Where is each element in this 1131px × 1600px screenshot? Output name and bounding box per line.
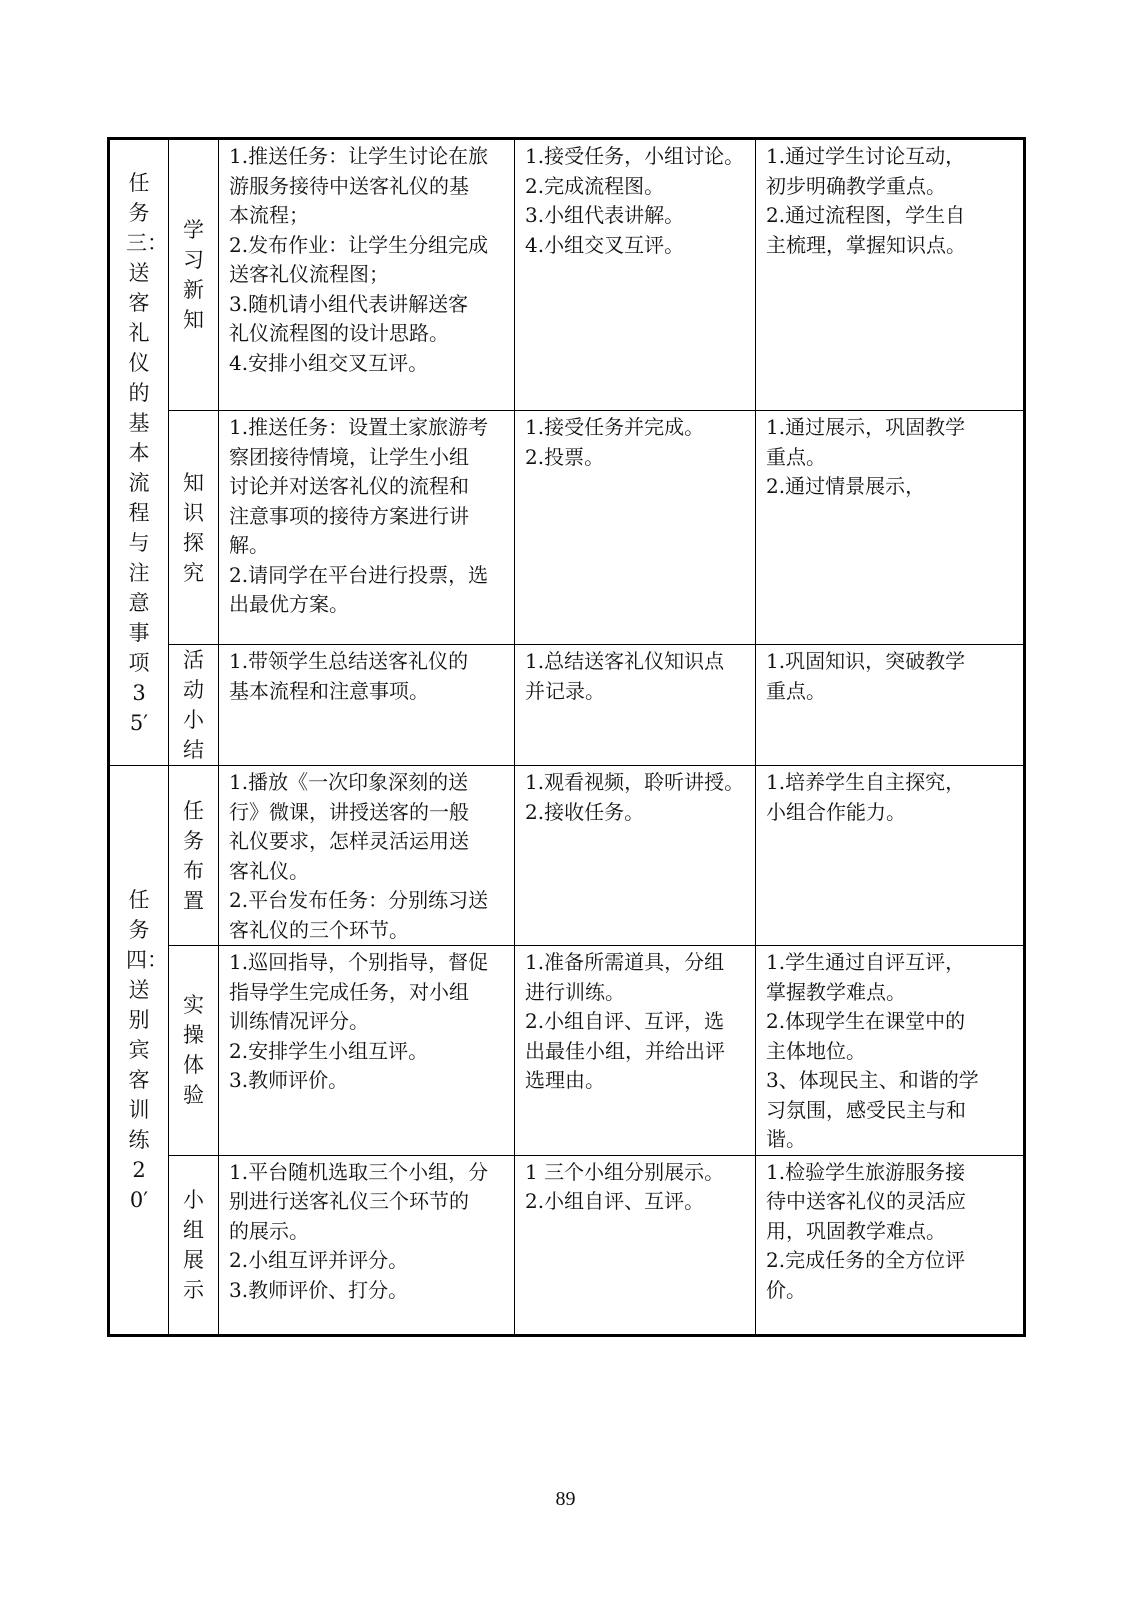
- cell-line: 1.巡回指导，个别指导，督促: [229, 950, 489, 974]
- stage-cell: [169, 645, 219, 766]
- cell-line: 客礼仪的三个环节。: [229, 917, 409, 942]
- design-intent-cell: [756, 645, 1025, 766]
- cell-line: 讨论并对送客礼仪的流程和: [229, 474, 469, 498]
- stage-label: 实操体验: [183, 993, 204, 1108]
- lesson-plan-table: [107, 137, 1026, 1337]
- stage-label: 任务布置: [183, 798, 204, 913]
- cell-line: 价。: [766, 1277, 806, 1302]
- cell-line: 的展示。: [229, 1218, 309, 1243]
- cell-line: 2.安排学生小组互评。: [229, 1038, 429, 1063]
- teacher-activity-cell: [219, 946, 515, 1156]
- design-intent-cell: [756, 1155, 1025, 1335]
- cell-line: 2.通过情景展示，: [766, 474, 926, 498]
- teacher-activity-cell: [219, 766, 515, 946]
- cell-line: 3.随机请小组代表讲解送客: [229, 291, 469, 316]
- cell-line: 小组合作能力。: [766, 799, 906, 824]
- stage-cell: [169, 139, 219, 411]
- cell-line: 1.平台随机选取三个小组，分: [229, 1159, 489, 1184]
- cell-line: 2.投票。: [525, 444, 605, 469]
- cell-line: 2.完成流程图。: [525, 173, 665, 198]
- design-intent-cell: [756, 766, 1025, 946]
- design-intent-cell: [756, 946, 1025, 1156]
- cell-line: 3、体现民主、和谐的学: [766, 1068, 979, 1092]
- cell-line: 3.教师评价、打分。: [229, 1277, 409, 1302]
- cell-line: 别进行送客礼仪三个环节的: [229, 1189, 469, 1213]
- cell-line: 1.播放《一次印象深刻的送: [229, 770, 469, 794]
- cell-line: 出最佳小组，并给出评: [525, 1038, 725, 1063]
- cell-line: 1.推送任务：设置土家旅游考: [229, 415, 489, 439]
- cell-line: 主梳理，掌握知识点。: [766, 232, 966, 257]
- cell-line: 指导学生完成任务，对小组: [229, 979, 469, 1004]
- cell-line: 2.体现学生在课堂中的: [766, 1009, 966, 1033]
- table-row: [109, 1155, 1025, 1335]
- cell-line: 2.平台发布任务：分别练习送: [229, 888, 489, 912]
- student-activity-cell: [515, 645, 756, 766]
- cell-line: 送客礼仪流程图；: [229, 262, 389, 286]
- teacher-activity-cell: [219, 411, 515, 645]
- cell-line: 1.总结送客礼仪知识点: [525, 649, 725, 673]
- cell-line: 注意事项的接待方案进行讲: [229, 503, 469, 528]
- cell-line: 客礼仪。: [229, 858, 309, 883]
- teacher-activity-cell: [219, 139, 515, 411]
- cell-line: 选理由。: [525, 1068, 605, 1092]
- cell-line: 1.巩固知识，突破教学: [766, 649, 966, 673]
- table-row: [109, 411, 1025, 645]
- teacher-activity-cell: [219, 1155, 515, 1335]
- cell-line: 掌握教学难点。: [766, 979, 906, 1004]
- stage-cell: [169, 1155, 219, 1335]
- cell-line: 1.学生通过自评互评，: [766, 950, 966, 974]
- cell-line: 谐。: [766, 1127, 806, 1151]
- cell-line: 行》微课，讲授送客的一般: [229, 799, 469, 824]
- cell-line: 2.请同学在平台进行投票，选: [229, 562, 489, 587]
- cell-line: 4.安排小组交叉互评。: [229, 350, 429, 375]
- cell-line: 1.通过展示，巩固教学: [766, 415, 966, 439]
- cell-line: 待中送客礼仪的灵活应: [766, 1189, 966, 1213]
- cell-line: 解。: [229, 533, 269, 557]
- design-intent-cell: [756, 411, 1025, 645]
- cell-line: 礼仪要求，怎样灵活运用送: [229, 829, 469, 853]
- cell-line: 主体地位。: [766, 1038, 866, 1063]
- cell-line: 初步明确教学重点。: [766, 173, 946, 198]
- cell-line: 训练情况评分。: [229, 1009, 369, 1033]
- cell-line: 3.教师评价。: [229, 1068, 349, 1092]
- cell-line: 察团接待情境，让学生小组: [229, 444, 469, 469]
- cell-line: 进行训练。: [525, 979, 625, 1004]
- cell-line: 礼仪流程图的设计思路。: [229, 321, 449, 345]
- table-row: [109, 139, 1025, 411]
- stage-cell: [169, 766, 219, 946]
- cell-line: 2.小组自评、互评。: [525, 1189, 705, 1213]
- task-label-cell: [109, 766, 169, 1336]
- cell-line: 1.准备所需道具，分组: [525, 950, 725, 974]
- stage-cell: [169, 411, 219, 645]
- cell-line: 重点。: [766, 678, 826, 703]
- cell-line: 1.推送任务：让学生讨论在旅: [229, 144, 489, 168]
- student-activity-cell: [515, 1155, 756, 1335]
- cell-line: 重点。: [766, 444, 826, 469]
- student-activity-cell: [515, 411, 756, 645]
- task-label: 任务三：送客礼仪的基本流程与注意事项35′: [126, 170, 168, 735]
- student-activity-cell: [515, 766, 756, 946]
- cell-line: 2.小组互评并评分。: [229, 1248, 409, 1272]
- teacher-activity-cell: [219, 645, 515, 766]
- cell-line: 4.小组交叉互评。: [525, 232, 685, 257]
- table-row: [109, 766, 1025, 946]
- stage-cell: [169, 946, 219, 1156]
- cell-line: 出最优方案。: [229, 592, 349, 616]
- cell-line: 游服务接待中送客礼仪的基: [229, 173, 469, 198]
- table-row: [109, 645, 1025, 766]
- cell-line: 2.发布作业：让学生分组完成: [229, 232, 489, 257]
- student-activity-cell: [515, 946, 756, 1156]
- stage-label: 学习新知: [183, 218, 204, 332]
- design-intent-cell: [756, 139, 1025, 411]
- task-label: 任务四：送别宾客训练20′: [126, 887, 168, 1212]
- cell-line: 2.完成任务的全方位评: [766, 1248, 966, 1272]
- cell-line: 本流程；: [229, 203, 309, 227]
- cell-line: 1.带领学生总结送客礼仪的: [229, 649, 469, 673]
- cell-line: 1.培养学生自主探究，: [766, 770, 966, 794]
- cell-line: 1.接受任务，小组讨论。: [525, 144, 745, 168]
- cell-line: 1.接受任务并完成。: [525, 415, 705, 439]
- cell-line: 1 三个小组分别展示。: [525, 1159, 725, 1184]
- student-activity-cell: [515, 139, 756, 411]
- stage-label: 知识探究: [183, 470, 204, 585]
- cell-line: 1.观看视频，聆听讲授。: [525, 770, 745, 794]
- stage-label: 活动小结: [183, 648, 204, 762]
- cell-line: 并记录。: [525, 678, 605, 703]
- table-row: [109, 946, 1025, 1156]
- cell-line: 1.检验学生旅游服务接: [766, 1159, 966, 1184]
- cell-line: 2.通过流程图，学生自: [766, 203, 966, 227]
- cell-line: 1.通过学生讨论互动，: [766, 144, 966, 168]
- page-number: 89: [555, 1488, 576, 1510]
- stage-label: 小组展示: [183, 1187, 204, 1302]
- cell-line: 用，巩固教学难点。: [766, 1218, 946, 1243]
- cell-line: 基本流程和注意事项。: [229, 678, 429, 703]
- cell-line: 3.小组代表讲解。: [525, 203, 685, 227]
- cell-line: 2.小组自评、互评，选: [525, 1009, 725, 1033]
- task-label-cell: [109, 139, 169, 766]
- cell-line: 习氛围，感受民主与和: [766, 1097, 966, 1122]
- cell-line: 2.接收任务。: [525, 799, 645, 824]
